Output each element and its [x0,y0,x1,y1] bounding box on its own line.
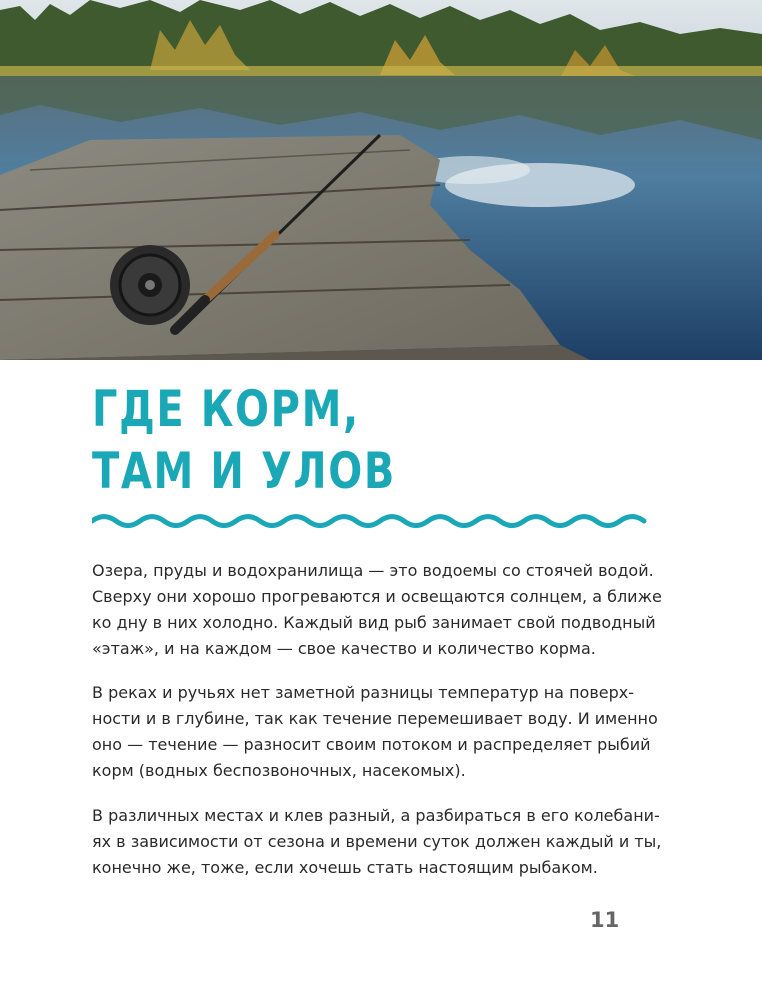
paragraph-line: конечно же, тоже, если хочешь стать настоящим рыбаком. [92,858,598,877]
paragraph-line: Сверху они хорошо прогреваются и освещаются солнцем, а ближе [92,587,662,606]
title-line-1: ГДЕ КОРМ, [92,380,360,438]
paragraph-line: корм (водных беспозвоночных, насекомых). [92,761,466,780]
paragraph-line: Озера, пруды и водохранилища — это водоемы со стоячей водой. [92,561,654,580]
paragraph-line: «этаж», и на каждом — свое качество и количество корма. [92,639,596,658]
paragraph-3 [92,803,662,881]
lake-pier-fishing-rod-photo [0,0,762,360]
page-title [92,378,396,502]
page-number: 11 [590,908,620,932]
paragraph-line: В различных местах и клев разный, а разбираться в его колебани- [92,806,660,825]
paragraph-line: ности и в глубине, так как течение перемешивает воду. И именно [92,709,658,728]
paragraph-line: ях в зависимости от сезона и времени суток должен каждый и ты, [92,832,662,851]
wave-divider [92,512,652,530]
paragraph-2 [92,680,658,784]
paragraph-1 [92,558,662,662]
paragraph-line: В реках и ручьях нет заметной разницы температур на поверх- [92,683,634,702]
photo-illustration [0,0,762,360]
title-line-2: ТАМ И УЛОВ [92,442,396,500]
paragraph-line: оно — течение — разносит своим потоком и распределяет рыбий [92,735,651,754]
paragraph-line: ко дну в них холодно. Каждый вид рыб занимает свой подводный [92,613,656,632]
